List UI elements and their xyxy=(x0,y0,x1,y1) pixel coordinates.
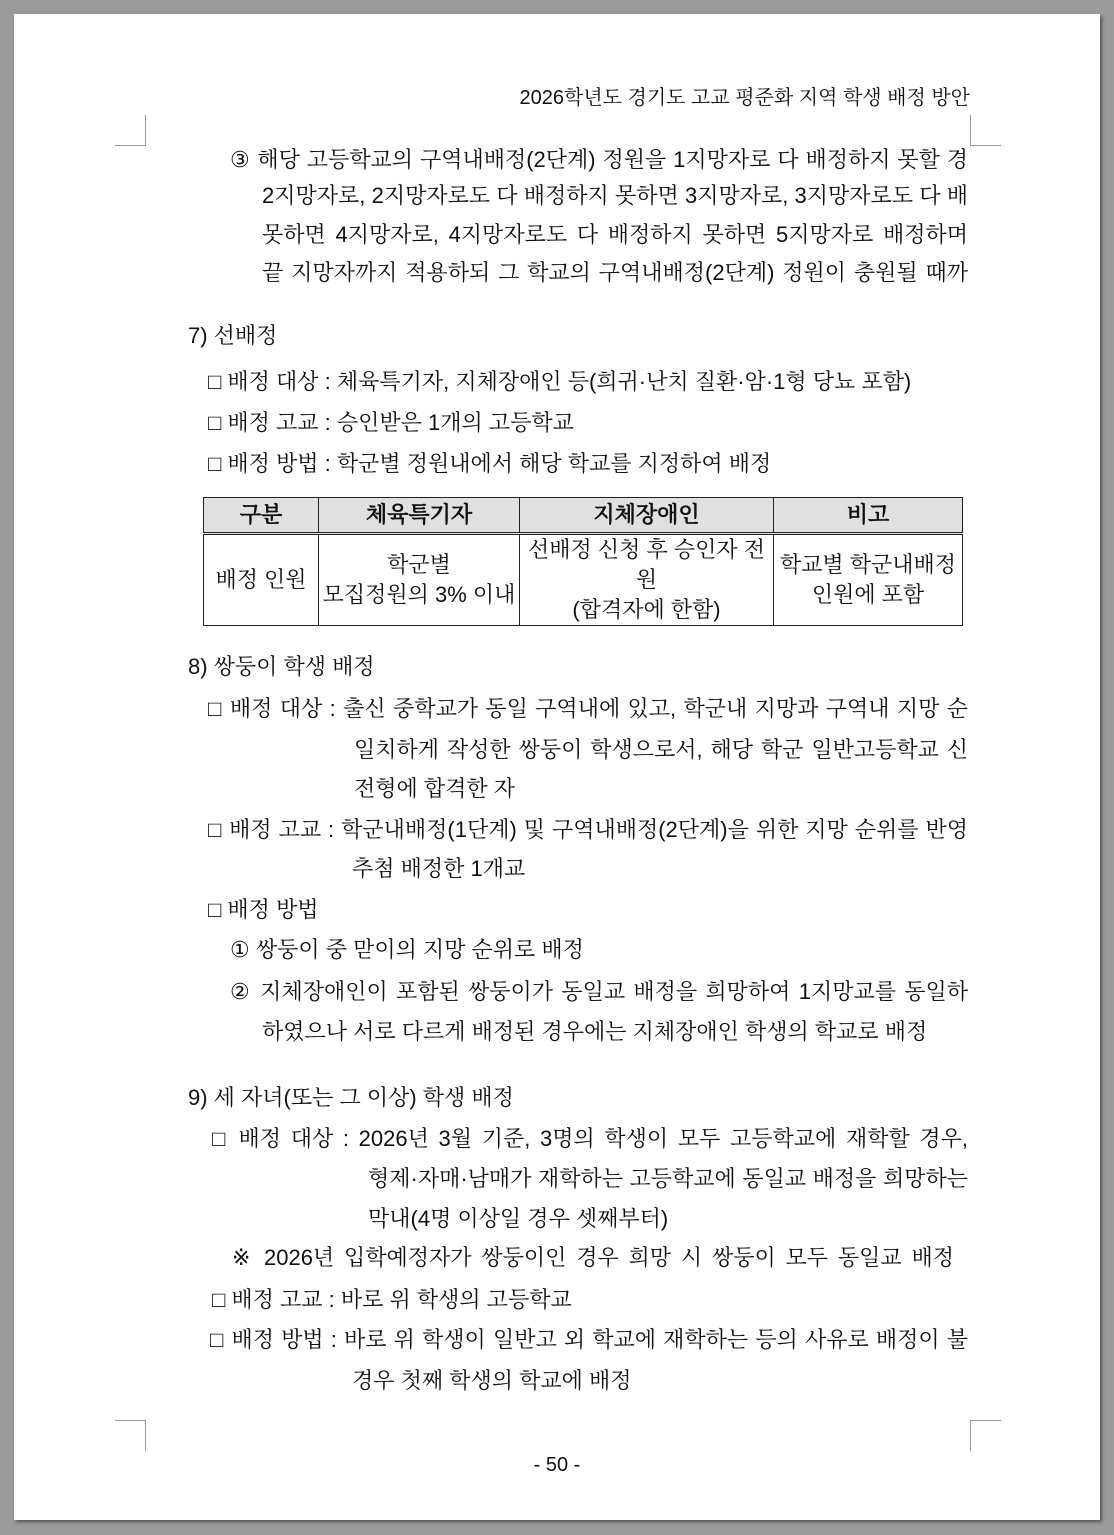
table-header: 체육특기자 xyxy=(319,498,520,534)
s9-note: ※ 2026년 입학예정자가 쌍둥이인 경우 희망 시 쌍둥이 모두 동일교 배정 xyxy=(232,1245,954,1270)
item-3-line: 못하면 4지망자로, 4지망자로도 다 배정하지 못하면 5지망자로 배정하며 xyxy=(262,222,968,247)
s9-target-cont: 막내(4명 이상일 경우 셋째부터) xyxy=(368,1206,669,1231)
section-8-title: 8) 쌍둥이 학생 배정 xyxy=(188,654,375,679)
s9-target: □ 배정 대상 : 2026년 3월 기준, 3명의 학생이 모두 고등학교에 재학할 경우, xyxy=(212,1126,968,1151)
cell-line: 학군별 xyxy=(387,552,451,577)
cell-line: 인원에 포함 xyxy=(811,582,925,607)
s9-target-cont: 형제·자매·남매가 재학하는 고등학교에 동일교 배정을 희망하는 xyxy=(368,1166,968,1191)
crop-mark xyxy=(115,1420,146,1451)
s8-target-cont: 일치하게 작성한 쌍둥이 학생으로서, 해당 학군 일반고등학교 신 xyxy=(354,737,968,762)
section-7-title: 7) 선배정 xyxy=(188,323,278,348)
table-header: 지체장애인 xyxy=(520,498,774,534)
cell-line: 모집정원의 3% 이내 xyxy=(322,582,516,607)
s8-target-cont: 전형에 합격한 자 xyxy=(354,776,515,801)
s7-target: □ 배정 대상 : 체육특기자, 지체장애인 등(희귀·난치 질환·암·1형 당뇨 포함) xyxy=(208,369,912,394)
table-row xyxy=(204,534,963,626)
s8-target: □ 배정 대상 : 출신 중학교가 동일 구역내에 있고, 학군내 지망과 구역내 지망 순 xyxy=(208,696,968,721)
s9-method: □ 배정 방법 : 바로 위 학생이 일반고 외 학교에 재학하는 등의 사유로 배정이 불 xyxy=(210,1327,968,1352)
s8-method: □ 배정 방법 xyxy=(208,897,319,922)
crop-mark xyxy=(970,115,1001,146)
table-header: 비고 xyxy=(774,498,963,534)
s8-school-cont: 추첨 배정한 1개교 xyxy=(352,856,526,881)
running-header: 2026학년도 경기도 고교 평준화 지역 학생 배정 방안 xyxy=(519,87,970,109)
section-9-title: 9) 세 자녀(또는 그 이상) 학생 배정 xyxy=(188,1085,514,1110)
page-number: - 50 - xyxy=(533,1454,581,1476)
item-3-line: 끝 지망자까지 적용하되 그 학교의 구역내배정(2단계) 정원이 충원될 때까 xyxy=(262,260,968,285)
item-3-line: ③ 해당 고등학교의 구역내배정(2단계) 정원을 1지망자로 다 배정하지 못할 경 xyxy=(230,147,968,172)
table-cell xyxy=(319,534,520,626)
table-header: 구분 xyxy=(204,498,319,534)
s7-school: □ 배정 고교 : 승인받은 1개의 고등학교 xyxy=(208,410,574,435)
item-3-line: 2지망자로, 2지망자로도 다 배정하지 못하면 3지망자로, 3지망자로도 다 배 xyxy=(262,183,968,208)
table-cell xyxy=(774,534,963,626)
crop-mark xyxy=(115,115,146,146)
s8-method-1: ① 쌍둥이 중 맏이의 지망 순위로 배정 xyxy=(230,937,584,962)
pre-assignment-table xyxy=(203,497,963,626)
crop-mark xyxy=(970,1420,1001,1451)
s8-method-2-cont: 하였으나 서로 다르게 배정된 경우에는 지체장애인 학생의 학교로 배정 xyxy=(262,1019,928,1044)
table-cell xyxy=(520,534,774,626)
cell-line: 학교별 학군내배정 xyxy=(779,552,957,577)
s8-method-2: ② 지체장애인이 포함된 쌍둥이가 동일교 배정을 희망하여 1지망교를 동일하 xyxy=(230,979,968,1004)
cell-line: (합격자에 한함) xyxy=(572,597,721,622)
table-cell: 배정 인원 xyxy=(204,534,319,626)
s9-school: □ 배정 고교 : 바로 위 학생의 고등학교 xyxy=(212,1287,572,1312)
cell-line: 선배정 신청 후 승인자 전원 xyxy=(528,537,765,592)
s8-school: □ 배정 고교 : 학군내배정(1단계) 및 구역내배정(2단계)을 위한 지망 순위를 반영 xyxy=(208,817,968,842)
s7-method: □ 배정 방법 : 학군별 정원내에서 해당 학교를 지정하여 배정 xyxy=(208,451,772,476)
s9-method-cont: 경우 첫째 학생의 학교에 배정 xyxy=(352,1368,632,1393)
